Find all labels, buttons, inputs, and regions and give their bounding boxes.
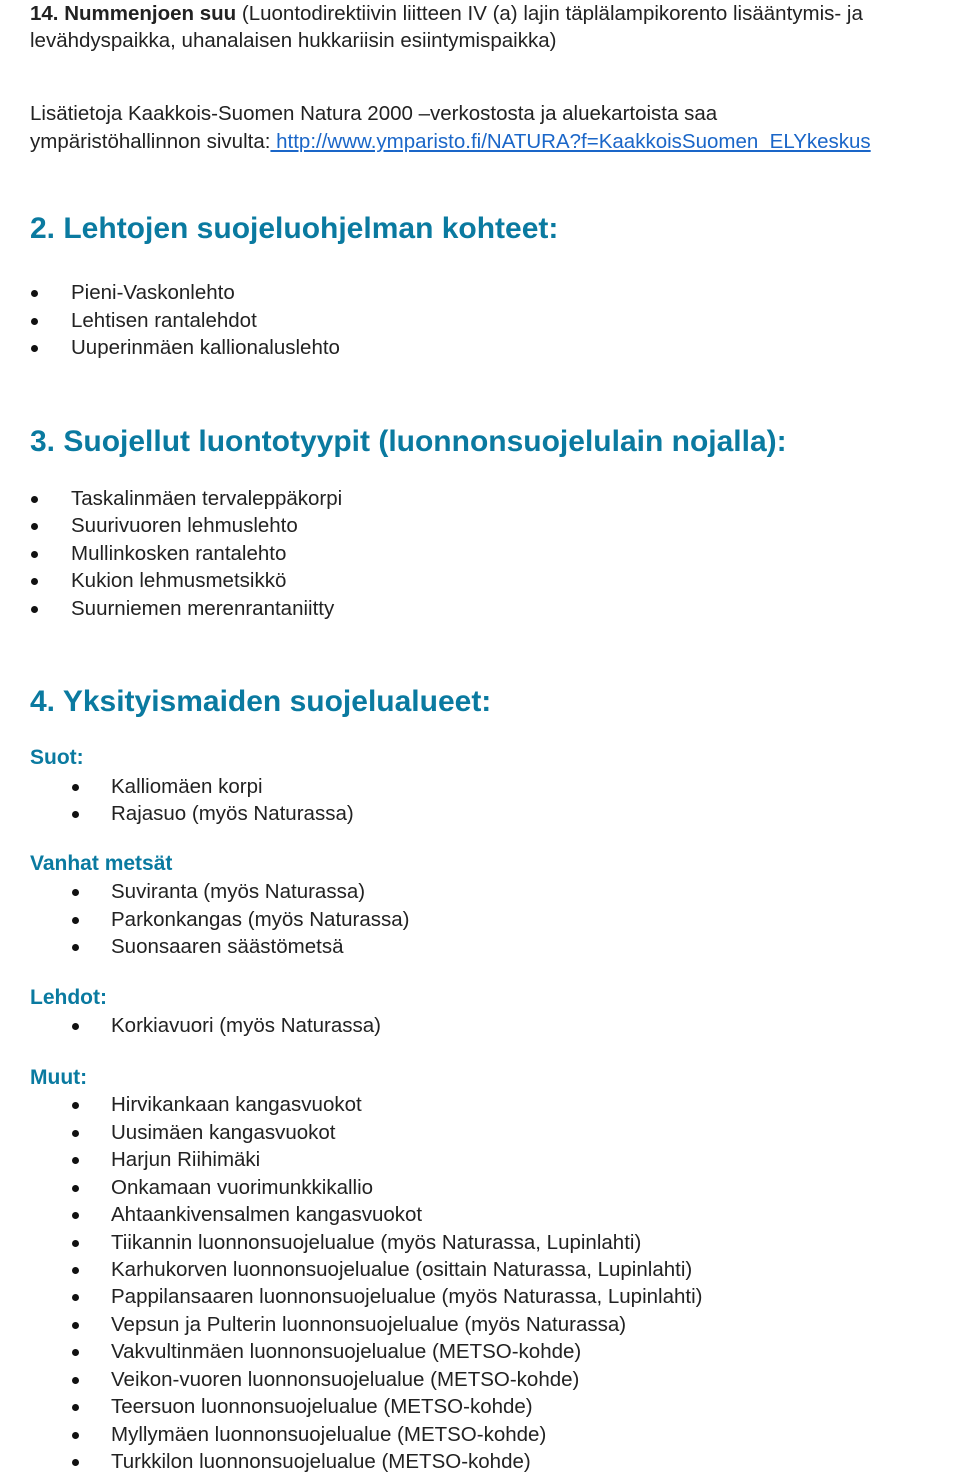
bullet-icon	[72, 1023, 79, 1030]
group-label-vanhat-metsat: Vanhat metsät	[30, 852, 173, 875]
list-item: Suviranta (myös Naturassa)	[111, 880, 366, 903]
list-item: Pappilansaaren luonnonsuojelualue (myös Naturassa, Lupinlahti)	[111, 1285, 703, 1308]
list-item: Tiikannin luonnonsuojelualue (myös Naturassa, Lupinlahti)	[111, 1231, 642, 1254]
list-item: Turkkilon luonnonsuojelualue (METSO-kohde)	[111, 1450, 531, 1473]
list-item: Vepsun ja Pulterin luonnonsuojelualue (myös Naturassa)	[111, 1313, 627, 1336]
list-item: Harjun Riihimäki	[111, 1148, 261, 1171]
bullet-icon	[72, 1404, 79, 1411]
list-item: Hirvikankaan kangasvuokot	[111, 1093, 362, 1116]
section-3-title: 3. Suojellut luontotyypit (luonnonsuojelulain nojalla):	[30, 425, 787, 458]
list-item: Rajasuo (myös Naturassa)	[111, 802, 354, 825]
list-item: Suurniemen merenrantaniitty	[71, 597, 335, 620]
bullet-icon	[31, 345, 38, 352]
bullet-icon	[72, 811, 79, 818]
list-item: Uusimäen kangasvuokot	[111, 1121, 336, 1144]
bullet-icon	[72, 784, 79, 791]
list-item: Teersuon luonnonsuojelualue (METSO-kohde)	[111, 1395, 533, 1418]
bullet-icon	[72, 1432, 79, 1439]
list-item: Mullinkosken rantalehto	[71, 542, 287, 565]
list-item: Korkiavuori (myös Naturassa)	[111, 1014, 381, 1037]
intro-site-name: Nummenjoen suu	[64, 2, 237, 25]
bullet-icon	[31, 551, 38, 558]
bullet-icon	[72, 889, 79, 896]
list-item: Onkamaan vuorimunkkikallio	[111, 1176, 374, 1199]
bullet-icon	[72, 1130, 79, 1137]
bullet-icon	[72, 1267, 79, 1274]
group-label-suot: Suot:	[30, 746, 84, 769]
list-item: Uuperinmäen kallionaluslehto	[71, 336, 340, 359]
bullet-icon	[72, 1212, 79, 1219]
bullet-icon	[31, 523, 38, 530]
bullet-icon	[72, 1349, 79, 1356]
bullet-icon	[31, 496, 38, 503]
intro-line-2: levähdyspaikka, uhanalaisen hukkariisin esiintymispaikka)	[30, 29, 557, 52]
bullet-icon	[31, 290, 38, 297]
list-item: Veikon-vuoren luonnonsuojelualue (METSO-kohde)	[111, 1368, 580, 1391]
list-item: Taskalinmäen tervaleppäkorpi	[71, 487, 343, 510]
section-4-title: 4. Yksityismaiden suojelualueet:	[30, 685, 492, 718]
info-line-2	[30, 130, 871, 154]
list-item: Suonsaaren säästömetsä	[111, 935, 344, 958]
bullet-icon	[72, 1157, 79, 1164]
bullet-icon	[31, 606, 38, 613]
bullet-icon	[72, 1459, 79, 1466]
intro-line-1	[30, 2, 863, 26]
bullet-icon	[31, 318, 38, 325]
group-label-lehdot: Lehdot:	[30, 986, 107, 1009]
bullet-icon	[72, 1185, 79, 1192]
list-item: Vakvultinmäen luonnonsuojelualue (METSO-kohde)	[111, 1340, 582, 1363]
bullet-icon	[72, 1322, 79, 1329]
natura-link[interactable]: http://www.ymparisto.fi/NATURA?f=KaakkoisSuomen_ELYkeskus	[270, 130, 871, 153]
bullet-icon	[72, 1377, 79, 1384]
bullet-icon	[72, 944, 79, 951]
info-line-1: Lisätietoja Kaakkois-Suomen Natura 2000 –verkostosta ja aluekartoista saa	[30, 102, 718, 125]
list-item: Parkonkangas (myös Naturassa)	[111, 908, 410, 931]
intro-description: (Luontodirektiivin liitteen IV (a) lajin täplälampikorento lisääntymis- ja	[236, 2, 863, 25]
list-item: Myllymäen luonnonsuojelualue (METSO-kohde)	[111, 1423, 547, 1446]
info-prefix: ympäristöhallinnon sivulta:	[30, 130, 271, 153]
section-2-title: 2. Lehtojen suojeluohjelman kohteet:	[30, 212, 559, 245]
bullet-icon	[72, 917, 79, 924]
list-item: Lehtisen rantalehdot	[71, 309, 257, 332]
bullet-icon	[31, 578, 38, 585]
bullet-icon	[72, 1294, 79, 1301]
list-item: Pieni-Vaskonlehto	[71, 281, 235, 304]
list-item: Suurivuoren lehmuslehto	[71, 514, 298, 537]
list-item: Karhukorven luonnonsuojelualue (osittain Naturassa, Lupinlahti)	[111, 1258, 693, 1281]
intro-number: 14.	[30, 2, 59, 25]
list-item: Kalliomäen korpi	[111, 775, 263, 798]
bullet-icon	[72, 1102, 79, 1109]
group-label-muut: Muut:	[30, 1066, 88, 1089]
list-item: Ahtaankivensalmen kangasvuokot	[111, 1203, 423, 1226]
bullet-icon	[72, 1240, 79, 1247]
list-item: Kukion lehmusmetsikkö	[71, 569, 287, 592]
